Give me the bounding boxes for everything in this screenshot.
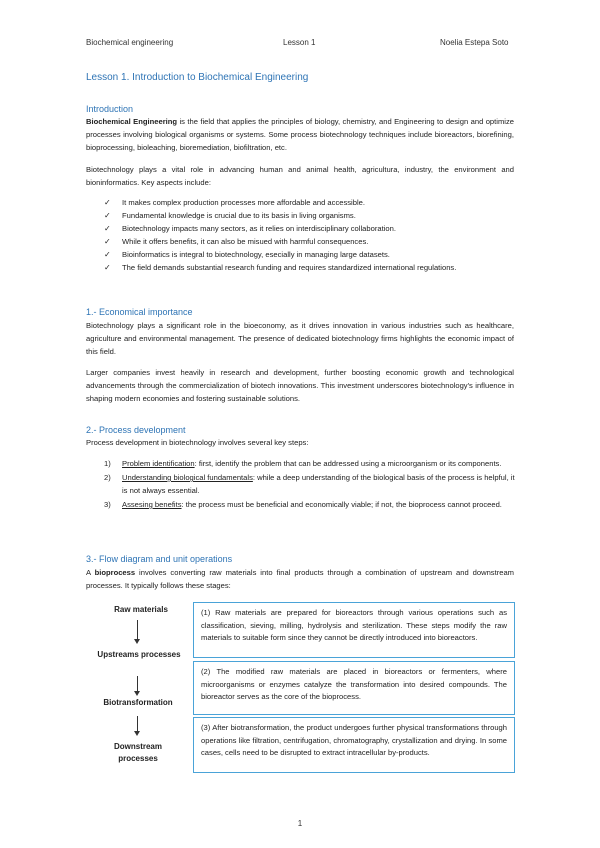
list-item-text: While it offers benefits, it can also be misued with harmful consequences. (122, 237, 369, 246)
down-arrow-line (137, 716, 138, 732)
flow-heading: 3.- Flow diagram and unit operations (86, 554, 233, 564)
list-item (104, 222, 516, 235)
upstream-label: Upstreams processes (97, 650, 181, 659)
introduction-paragraph-1 (86, 115, 514, 154)
check-icon: ✓ (104, 211, 111, 220)
biotransformation-label: Biotransformation (103, 698, 173, 707)
down-arrow-icon (134, 639, 140, 644)
header-center: Lesson 1 (283, 38, 316, 47)
lesson-title: Lesson 1. Introduction to Biochemical Engineering (86, 72, 309, 83)
list-item-text: It makes complex production processes more affordable and accessible. (122, 198, 365, 207)
list-item (104, 196, 516, 209)
introduction-heading: Introduction (86, 104, 134, 114)
check-icon: ✓ (104, 198, 111, 207)
step-number: 1) (104, 459, 111, 468)
list-item-text: Bioinformatics is integral to biotechnology, esecially in managing large datasets. (122, 250, 390, 259)
list-item (104, 471, 516, 497)
economical-paragraph-2: Larger companies invest heavily in research and development, further boosting economic growth and technological advancements through the commercialization of biotech innovations. This investment underscores biotechnology's influence in shaping modern economies and fostering sustainable solutions. (86, 368, 514, 403)
bold-term: Biochemical Engineering (86, 117, 178, 126)
flow-intro-text: involves converting raw materials into final products through a combination of upstream and downstream processes. It typically follows these stages: (86, 568, 514, 590)
down-arrow-icon (134, 691, 140, 696)
flow-intro-prefix: A (86, 568, 95, 577)
step-text: : first, identify the problem that can be addressed using a microorganism or its components. (194, 459, 502, 468)
check-icon: ✓ (104, 224, 111, 233)
list-item (104, 209, 516, 222)
introduction-paragraph-2: Biotechnology plays a vital role in advancing human and animal health, agricultura, industry, the environment and bioninformatics. Key aspects include: (86, 165, 514, 187)
process-steps-list (104, 457, 516, 512)
process-intro: Process development in biotechnology involves several key steps: (86, 438, 309, 447)
list-item (104, 457, 516, 470)
key-aspects-list (104, 196, 516, 274)
list-item (104, 235, 516, 248)
bold-term: bioprocess (94, 568, 136, 577)
page-number: 1 (297, 819, 303, 828)
downstream-label: Downstream processes (113, 742, 162, 763)
step-title: Problem identification (122, 459, 195, 468)
list-item-text: Biotechnology impacts many sectors, as it relies on interdisciplinary collaboration. (122, 224, 396, 233)
step-text: : the process must be beneficial and economically viable; if not, the bioprocess cannot proceed. (181, 500, 502, 509)
raw-materials-label: Raw materials (114, 605, 168, 614)
check-icon: ✓ (104, 250, 111, 259)
flow-intro (86, 566, 514, 592)
step-title: Assesing benefits (122, 500, 182, 509)
check-icon: ✓ (104, 263, 111, 272)
step-number: 3) (104, 500, 111, 509)
intro-p1-text: is the field that applies the principles of biology, chemistry, and Engineering to design and optimize processes involving biological organisms or systems. Some process biotechnology techniques include bioreactors, biorefining, bioprocessing, bioleaching, bioremediation, biofiltration, etc. (86, 117, 514, 152)
down-arrow-icon (134, 731, 140, 736)
list-item-text: The field demands substantial research funding and requires standardized international regulations. (122, 263, 457, 272)
step-title: Understanding biological fundamentals (122, 473, 253, 482)
header-right: Noelia Estepa Soto (440, 38, 509, 47)
header-left: Biochemical engineering (86, 38, 174, 47)
economical-paragraph-1: Biotechnology plays a significant role in the bioeconomy, as it drives innovation in various industries such as healthcare, agriculture and environmental management. The presence of dedicated biotechnology firms highlights the economic impact of this field. (86, 321, 514, 356)
economical-heading: 1.- Economical importance (86, 307, 193, 317)
step-text: : while a deep understanding of the biological basis of the process is helpful, it is not always essential. (122, 473, 515, 495)
process-heading: 2.- Process development (86, 425, 186, 435)
stage-box-2: (2) The modified raw materials are placed in bioreactors or fermenters, where microorganisms or enzymes catalyze the transformation into desired compounds. The bioreactor serves as the core of the bioprocess. (193, 661, 515, 715)
down-arrow-line (137, 620, 138, 640)
list-item-text: Fundamental knowledge is crucial due to its basis in living organisms. (122, 211, 356, 220)
stage-box-3: (3) After biotransformation, the product undergoes further physical transformations through operations like filtration, centrifugation, chromatography, crystallization and drying. In some cases, cells need to be disrupted to extract intracellular by-products. (193, 717, 515, 773)
list-item (104, 498, 516, 511)
list-item (104, 248, 516, 261)
step-number: 2) (104, 473, 111, 482)
stage-box-1: (1) Raw materials are prepared for bioreactors through various operations such as classification, sieving, milling, hydrolysis and sterilization. These steps modify the raw materials to suitable form since they cannot be directly introduced into bioreactors. (193, 602, 515, 658)
down-arrow-line (137, 676, 138, 692)
list-item (104, 261, 516, 274)
check-icon: ✓ (104, 237, 111, 246)
